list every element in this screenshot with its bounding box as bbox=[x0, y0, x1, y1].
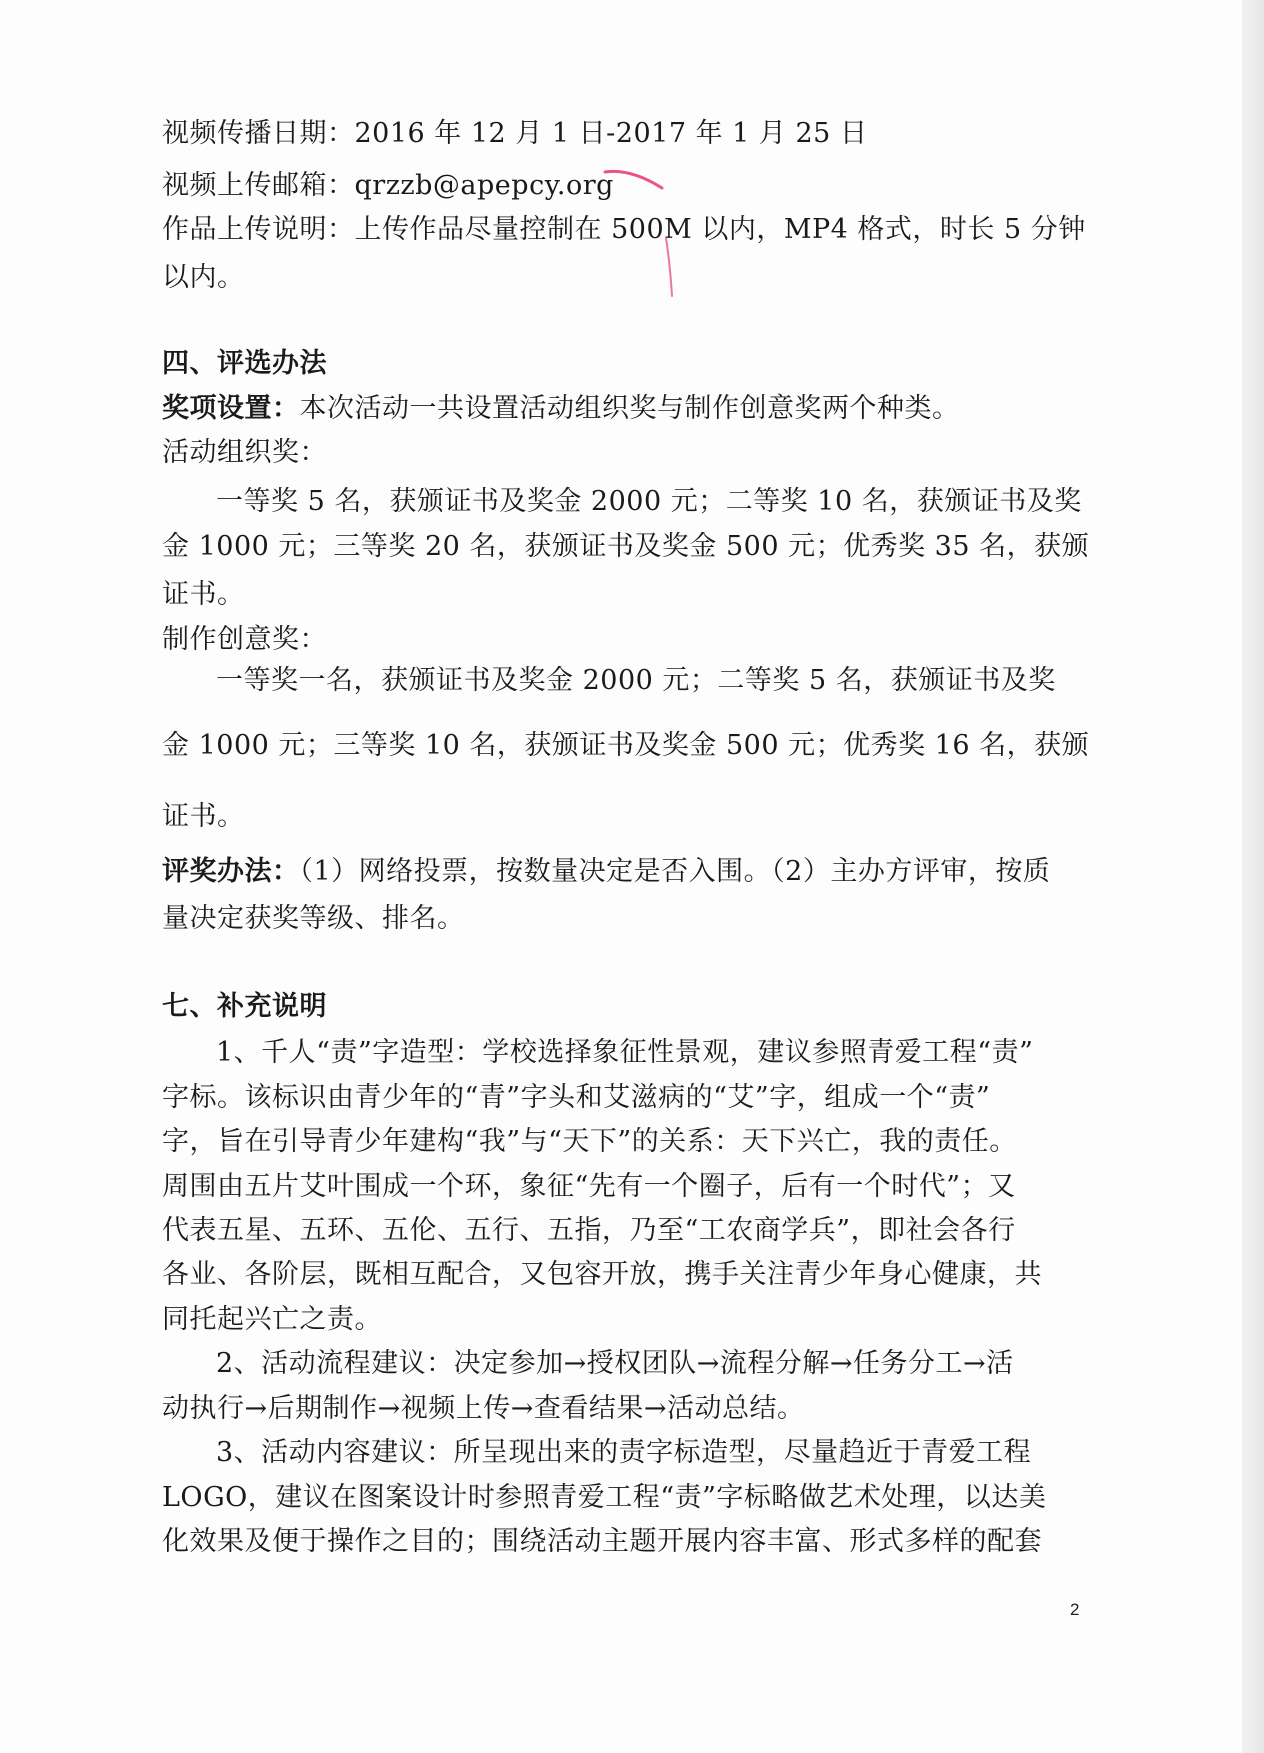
creative-award-heading: 制作创意奖： bbox=[162, 624, 327, 655]
organization-award-line-1: 一等奖 5 名，获颁证书及奖金 2000 元；二等奖 10 名，获颁证书及奖 bbox=[216, 486, 1082, 517]
award-setting-paragraph bbox=[162, 389, 1082, 429]
supplement-1-line-4: 周围由五片艾叶围成一个环，象征“先有一个圈子，后有一个时代”；又 bbox=[162, 1171, 1016, 1202]
video-email-line: 视频上传邮箱：qrzzb@apepcy.org bbox=[162, 170, 614, 201]
creative-award-line-1: 一等奖一名，获颁证书及奖金 2000 元；二等奖 5 名，获颁证书及奖 bbox=[216, 665, 1056, 696]
judging-method-label: 评奖办法： bbox=[162, 856, 300, 887]
supplement-1-line-3: 字，旨在引导青少年建构“我”与“天下”的关系：天下兴亡，我的责任。 bbox=[162, 1126, 1017, 1157]
supplement-1-line-2: 字标。该标识由青少年的“青”字头和艾滋病的“艾”字，组成一个“责” bbox=[162, 1082, 991, 1113]
creative-award-line-3: 证书。 bbox=[162, 801, 245, 832]
section-heading-selection: 四、评选办法 bbox=[162, 348, 327, 379]
supplement-3-line-1: 3、活动内容建议：所呈现出来的责字标造型，尽量趋近于青爱工程 bbox=[216, 1437, 1032, 1468]
page-number: 2 bbox=[1070, 1600, 1080, 1619]
supplement-1-line-1: 1、千人“责”字造型：学校选择象征性景观，建议参照青爱工程“责” bbox=[216, 1037, 1034, 1068]
scan-edge bbox=[1242, 0, 1264, 1753]
award-setting-text: 本次活动一共设置活动组织奖与制作创意奖两个种类。 bbox=[299, 393, 960, 424]
section-heading-supplement: 七、补充说明 bbox=[162, 991, 327, 1022]
video-date-line: 视频传播日期：2016 年 12 月 1 日-2017 年 1 月 25 日 bbox=[162, 118, 868, 149]
supplement-1-line-6: 各业、各阶层，既相互配合，又包容开放，携手关注青少年身心健康，共 bbox=[162, 1259, 1042, 1290]
organization-award-line-2: 金 1000 元；三等奖 20 名，获颁证书及奖金 500 元；优秀奖 35 名，获颁 bbox=[162, 531, 1090, 562]
judging-method-paragraph bbox=[162, 852, 1082, 892]
supplement-1-line-7: 同托起兴亡之责。 bbox=[162, 1304, 382, 1335]
organization-award-heading: 活动组织奖： bbox=[162, 437, 327, 468]
supplement-3-line-2: LOGO，建议在图案设计时参照青爱工程“责”字标略做艺术处理，以达美 bbox=[162, 1482, 1047, 1513]
supplement-2-line-1: 2、活动流程建议：决定参加→授权团队→流程分解→任务分工→活 bbox=[216, 1348, 1014, 1379]
judging-method-text: （1）网络投票，按数量决定是否入围。（2）主办方评审，按质 bbox=[299, 856, 1051, 887]
judging-method-line-2: 量决定获奖等级、排名。 bbox=[162, 903, 465, 934]
supplement-1-line-5: 代表五星、五环、五伦、五行、五指，乃至“工农商学兵”，即社会各行 bbox=[162, 1215, 1016, 1246]
upload-note-line-cont: 以内。 bbox=[162, 262, 245, 293]
award-setting-label: 奖项设置： bbox=[162, 393, 300, 424]
supplement-3-line-3: 化效果及便于操作之目的；围绕活动主题开展内容丰富、形式多样的配套 bbox=[162, 1526, 1042, 1557]
creative-award-line-2: 金 1000 元；三等奖 10 名，获颁证书及奖金 500 元；优秀奖 16 名，获颁 bbox=[162, 730, 1090, 761]
upload-note-line: 作品上传说明：上传作品尽量控制在 500M 以内，MP4 格式，时长 5 分钟 bbox=[162, 214, 1086, 245]
supplement-2-line-2: 动执行→后期制作→视频上传→查看结果→活动总结。 bbox=[162, 1393, 805, 1424]
organization-award-line-3: 证书。 bbox=[162, 579, 245, 610]
